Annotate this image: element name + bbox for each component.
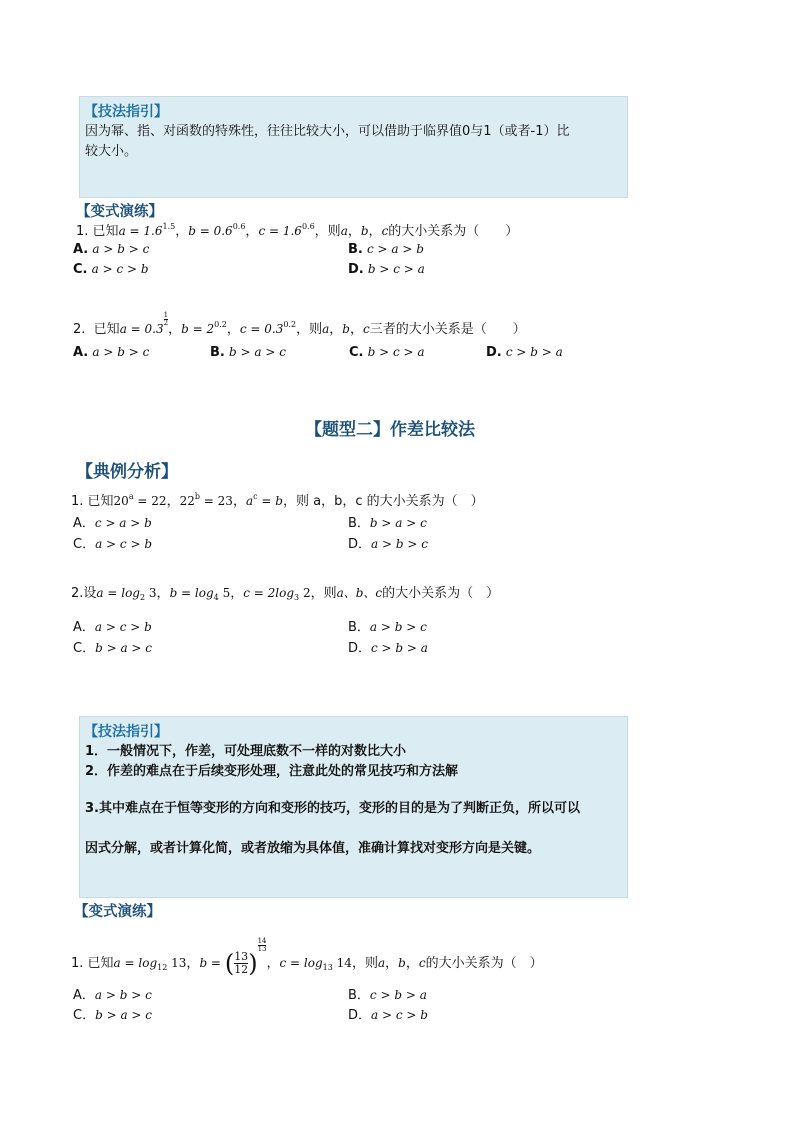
option-d[interactable]: D．a > b > c [348,537,428,552]
practice1-question-2: 2. 已知a = 0.3 $\frac{1}{2}$ ，$b = 2^{0.2}$，$c = 0.3^{0.2}$，则a，b，c三者的大小关系是（ ） [73,311,526,337]
option-b[interactable]: B．a > b > c [348,620,427,635]
tip-text-line: 因式分解，或者计算化简，或者放缩为具体值，准确计算找对变形方向是关键。 [85,841,541,856]
option-b[interactable]: B. c > a > b [348,242,424,257]
practice-label: 【变式演练】 [74,904,161,920]
tip-title: 【技法指引】 [84,104,168,120]
option-b[interactable]: B．c > b > a [348,988,427,1003]
tip-title: 【技法指引】 [84,724,168,740]
option-a[interactable]: A. a > b > c [73,345,150,360]
option-b[interactable]: B. b > a > c [210,345,286,360]
option-d[interactable]: D. c > b > a [486,345,563,360]
practice1-question-1: 1. 已知$a = 1.6^{1.5}$，$b = 0.6^{0.6}$，$c = 1.6^{0.6}$，则a，b，c的大小关系为（ ） [76,222,519,239]
option-a[interactable]: A．a > b > c [73,988,152,1003]
tip-text-line: 因为幂、指、对函数的特殊性，往往比较大小，可以借助于临界值0与1（或者-1）比 [85,124,570,139]
tip-text-line: 2．作差的难点在于后续变形处理，注意此处的常见技巧和方法解 [85,764,459,779]
option-a[interactable]: A．a > c > b [73,620,152,635]
tip-text-line: 1．一般情况下，作差，可处理底数不一样的对数比大小 [85,744,407,759]
option-c[interactable]: C．b > a > c [73,641,153,656]
option-c[interactable]: C. a > c > b [73,262,149,277]
example-label: 【典例分析】 [76,462,178,482]
option-c[interactable]: C．a > c > b [73,537,153,552]
option-b[interactable]: B．b > a > c [348,516,427,531]
option-d[interactable]: D．c > b > a [348,641,428,656]
example-question-2: 2.设$a = \log_2 3$，$b = \log_4 5$，$c = 2\log_3$ 2，则a、b、c的大小关系为（ ） [71,586,500,602]
tip-text-line: 较大小。 [85,144,138,159]
option-c[interactable]: C．b > a > c [73,1008,153,1023]
tip-text-line: 3.其中难点在于恒等变形的方向和变形的技巧，变形的目的是为了判断正负，所以可以 [85,801,580,816]
option-d[interactable]: D．a > c > b [348,1008,428,1023]
example-question-1: 1. 已知$20^a = 22$，$22^b = 23$，$a^c = b$，则 a，b，c 的大小关系为（ ） [71,492,484,509]
option-d[interactable]: D. b > c > a [348,262,425,277]
option-a[interactable]: A．c > a > b [73,516,152,531]
practice2-question-1: 1. 已知$a = \log_{12} 13$，b = ( $\frac{13}{12}$ ) $\frac{14}{13}$ ，$c = \log_{13} 14$，则a，b，c的大小关系为（ ） [71,937,543,978]
option-a[interactable]: A. a > b > c [73,242,150,257]
practice-label: 【变式演练】 [76,204,163,220]
option-c[interactable]: C. b > c > a [349,345,425,360]
section-heading: 【题型二】作差比较法 [305,420,475,440]
